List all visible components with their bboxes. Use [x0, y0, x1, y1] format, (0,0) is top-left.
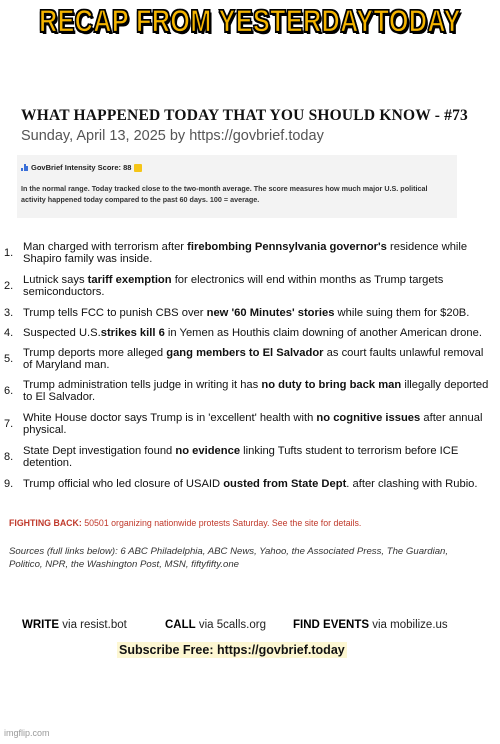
item-highlight: strikes kill 6 — [100, 327, 165, 339]
item-text: Suspected U.S. — [23, 327, 101, 339]
item-text: while suing them for $20B. — [334, 307, 470, 319]
find-events-link-text: via mobilize.us — [369, 619, 448, 631]
item-text: Trump deports more alleged — [23, 347, 167, 359]
item-highlight: no duty to bring back man — [261, 379, 402, 391]
yellow-square-icon — [134, 164, 142, 172]
intensity-score-line — [21, 163, 453, 172]
item-highlight: no evidence — [175, 445, 241, 457]
item-text: as court faults unlawful removal of Maryland man. — [23, 347, 484, 371]
imgflip-watermark: imgflip.com — [4, 728, 50, 738]
item-highlight: new '60 Minutes' stories — [206, 307, 335, 319]
fighting-back-text: 50501 organizing nationwide protests Saturday. See the site for details. — [81, 518, 362, 528]
article-heading: WHAT HAPPENED TODAY THAT YOU SHOULD KNOW - #73 — [21, 107, 469, 124]
item-text: . after clashing with Rubio. — [346, 478, 478, 490]
meme-banner-caption: RECAP FROM YESTERDAYTODAY — [39, 4, 461, 39]
item-text: for electronics will end within months as Trump targets semiconductors. — [23, 274, 444, 298]
item-text: State Dept investigation found — [23, 445, 176, 457]
item-number: 8. — [4, 451, 14, 463]
intensity-score-label: GovBrief Intensity Score: 88 — [31, 163, 132, 172]
sources-note: Sources (full links below): 6 ABC Philadelphia, ABC News, Yahoo, the Associated Press, The Guardian, Politico, NPR, the Washington Post, MSN, fiftyfifty.one — [9, 546, 449, 570]
fighting-back-notice — [9, 518, 489, 528]
item-text: illegally deported to El Salvador. — [23, 379, 489, 403]
fighting-back-label: FIGHTING BACK: — [9, 518, 82, 528]
item-number: 5. — [4, 353, 14, 365]
item-number: 9. — [4, 478, 14, 490]
write-label: WRITE — [22, 619, 60, 631]
article-dateline: Sunday, April 13, 2025 by https://govbrief.today — [21, 128, 324, 144]
item-text: after annual physical. — [23, 412, 483, 436]
subscribe-link[interactable]: Subscribe Free: https://govbrief.today — [119, 643, 345, 657]
item-number: 7. — [4, 418, 14, 430]
item-number: 2. — [4, 280, 14, 292]
item-highlight: no cognitive issues — [316, 412, 421, 424]
item-text: White House doctor says Trump is in 'excellent' health with — [23, 412, 317, 424]
item-highlight: firebombing Pennsylvania governor's — [187, 241, 387, 253]
call-label: CALL — [165, 619, 196, 631]
item-text: Trump tells FCC to punish CBS over — [23, 307, 207, 319]
item-text: Lutnick says — [23, 274, 88, 286]
write-link-text: via resist.bot — [59, 619, 127, 631]
write-action[interactable] — [22, 619, 127, 631]
find-events-label: FIND EVENTS — [293, 619, 370, 631]
bar-chart-icon — [21, 164, 28, 171]
find-events-action[interactable] — [293, 619, 448, 631]
item-text: Trump official who led closure of USAID — [23, 478, 224, 490]
item-highlight: gang members to El Salvador — [166, 347, 324, 359]
item-text: linking Tufts student to terrorism before ICE detention. — [23, 445, 459, 469]
item-number: 4. — [4, 327, 14, 339]
item-number: 3. — [4, 307, 14, 319]
intensity-score-box — [17, 155, 457, 218]
item-text: residence while Shapiro family was inside. — [23, 241, 468, 265]
item-text: in Yemen as Houthis claim downing of another American drone. — [164, 327, 482, 339]
item-highlight: ousted from State Dept — [223, 478, 347, 490]
item-highlight: tariff exemption — [87, 274, 172, 286]
item-text: Trump administration tells judge in writing it has — [23, 379, 262, 391]
item-number: 6. — [4, 385, 14, 397]
item-text: Man charged with terrorism after — [23, 241, 188, 253]
item-number: 1. — [4, 247, 14, 259]
call-action[interactable] — [165, 619, 266, 631]
intensity-description: In the normal range. Today tracked close to the two-month average. The score measures how much major U.S. political activity happened today compared to the past 60 days. 100 = average. — [21, 184, 428, 204]
call-link-text: via 5calls.org — [195, 619, 266, 631]
